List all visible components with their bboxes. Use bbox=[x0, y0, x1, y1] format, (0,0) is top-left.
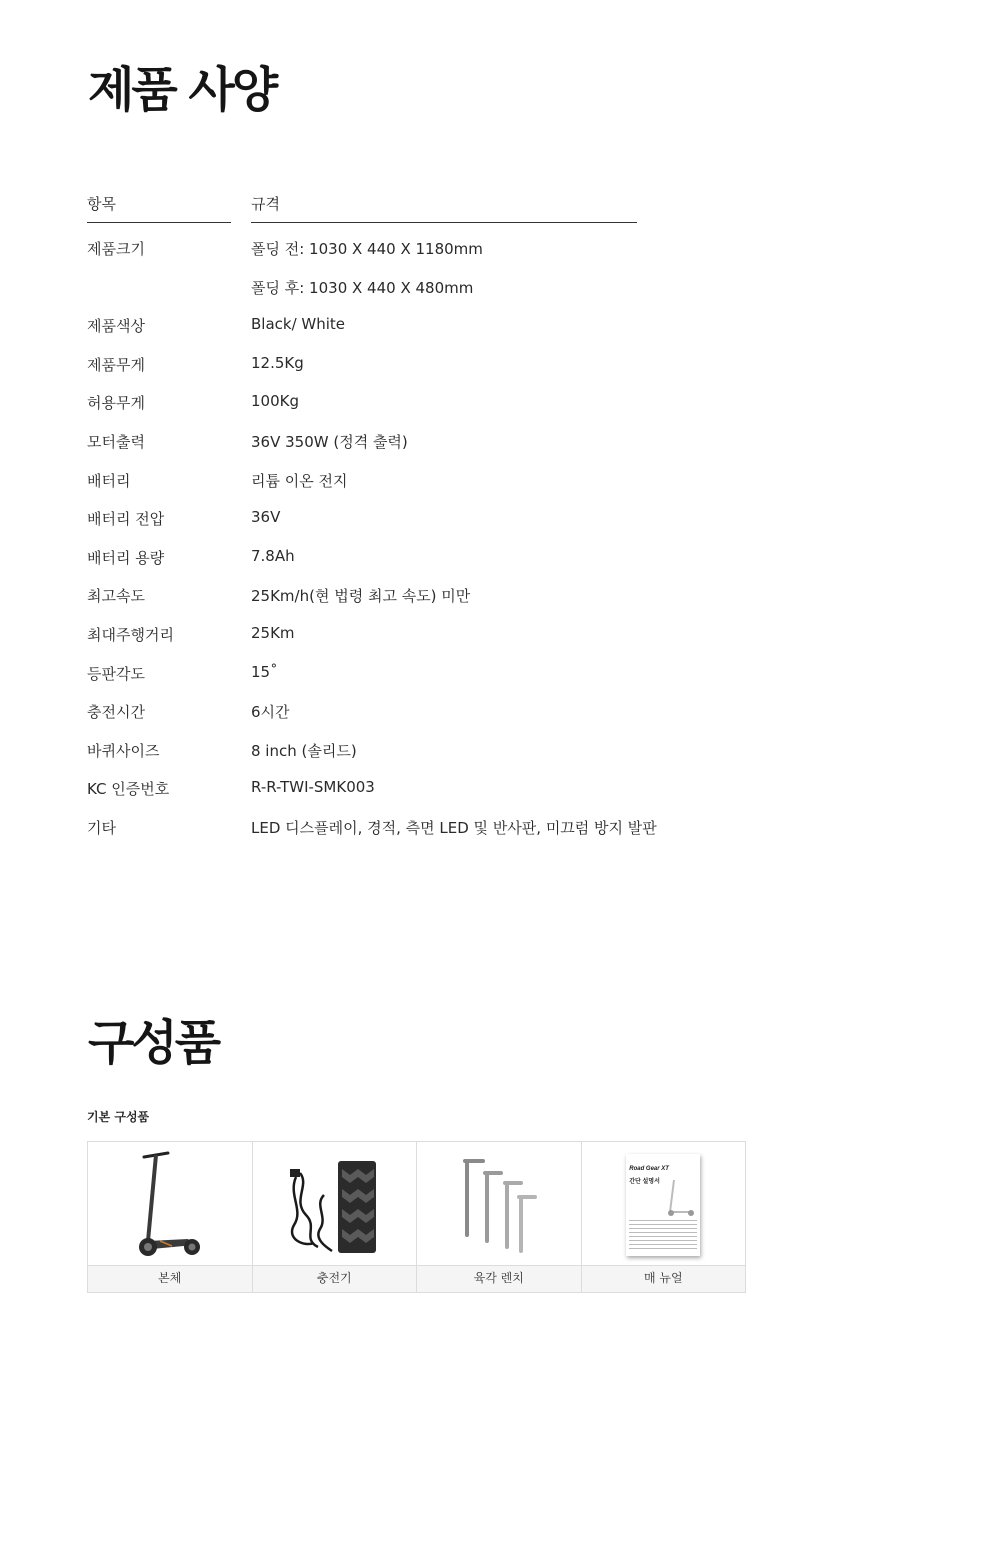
components-subtitle: 기본 구성품 bbox=[87, 1110, 150, 1124]
spec-row bbox=[87, 764, 637, 803]
spec-value: 6시간 bbox=[251, 703, 290, 722]
spec-row bbox=[87, 301, 637, 340]
header-divider bbox=[87, 222, 231, 223]
component-label: 육각 렌치 bbox=[417, 1265, 581, 1292]
charger-icon bbox=[253, 1142, 417, 1268]
spec-row bbox=[87, 803, 657, 842]
spec-row bbox=[87, 726, 637, 765]
spec-table-header bbox=[87, 188, 637, 224]
component-label: 충전기 bbox=[253, 1265, 417, 1292]
manual-text-lines bbox=[629, 1220, 697, 1252]
spec-value: 7.8Ah bbox=[251, 546, 295, 565]
spec-key: 배터리 전압 bbox=[87, 510, 165, 529]
spec-key: 제품색상 bbox=[87, 317, 145, 336]
components-grid bbox=[87, 1141, 746, 1293]
component-item bbox=[253, 1142, 418, 1292]
hex-wrench-icon bbox=[417, 1142, 581, 1268]
spec-row bbox=[87, 571, 637, 610]
spec-key: 충전시간 bbox=[87, 703, 145, 722]
spec-value: 100Kg bbox=[251, 392, 299, 411]
component-label: 매 뉴얼 bbox=[582, 1265, 746, 1292]
spec-row bbox=[87, 687, 637, 726]
spec-key: 제품무게 bbox=[87, 355, 145, 374]
spec-table bbox=[87, 188, 657, 842]
spec-key: 배터리 bbox=[87, 471, 131, 490]
components-title: 구성품 bbox=[88, 1015, 219, 1071]
spec-row bbox=[87, 610, 637, 649]
spec-key: 허용무게 bbox=[87, 394, 145, 413]
spec-row bbox=[87, 649, 637, 688]
spec-key: 바퀴사이즈 bbox=[87, 741, 160, 760]
spec-key: 제품크기 bbox=[87, 240, 145, 258]
spec-value: 8 inch (솔리드) bbox=[251, 741, 357, 760]
spec-key: 모터출력 bbox=[87, 432, 145, 451]
spec-row bbox=[87, 340, 637, 379]
manual-heading: 간단 설명서 bbox=[629, 1179, 660, 1185]
manual-brand: Road Gear XT bbox=[629, 1166, 669, 1172]
spec-value: 폴딩 전: 1030 X 440 X 1180mm bbox=[251, 240, 483, 258]
scooter-icon bbox=[666, 1178, 696, 1218]
component-item bbox=[582, 1142, 746, 1292]
spec-key: 최대주행거리 bbox=[87, 625, 174, 644]
spec-value: LED 디스플레이, 경적, 측면 LED 및 반사판, 미끄럼 방지 발판 bbox=[251, 818, 657, 837]
spec-value: 리튬 이온 전지 bbox=[251, 471, 348, 490]
spec-value: R-R-TWI-SMK003 bbox=[251, 778, 375, 797]
component-label: 본체 bbox=[88, 1265, 252, 1292]
spec-value: 12.5Kg bbox=[251, 353, 304, 372]
spec-value: 36V bbox=[251, 508, 281, 527]
spec-key: 최고속도 bbox=[87, 587, 145, 606]
spec-row bbox=[87, 378, 637, 417]
manual-icon bbox=[582, 1142, 746, 1268]
spec-value: 36V 350W (정격 출력) bbox=[251, 432, 408, 451]
spec-title: 제품 사양 bbox=[88, 62, 276, 118]
spec-row bbox=[87, 263, 637, 302]
spec-value: 25Km/h(현 법령 최고 속도) 미만 bbox=[251, 587, 471, 606]
manual-cover bbox=[626, 1154, 700, 1256]
spec-key: KC 인증번호 bbox=[87, 780, 170, 799]
spec-value: 폴딩 후: 1030 X 440 X 480mm bbox=[251, 278, 474, 297]
spec-value: Black/ White bbox=[251, 315, 346, 334]
spec-value: 25Km bbox=[251, 623, 295, 642]
spec-row bbox=[87, 533, 637, 572]
header-divider bbox=[251, 222, 637, 223]
spec-row bbox=[87, 456, 637, 495]
component-item bbox=[417, 1142, 582, 1292]
header-spec: 규격 bbox=[251, 195, 280, 213]
spec-row bbox=[87, 224, 637, 263]
spec-key: 등판각도 bbox=[87, 664, 145, 683]
component-item bbox=[88, 1142, 253, 1292]
spec-row bbox=[87, 494, 637, 533]
scooter-icon bbox=[88, 1142, 252, 1268]
header-item: 항목 bbox=[87, 195, 116, 213]
spec-value: 15˚ bbox=[251, 662, 278, 681]
spec-key: 배터리 용량 bbox=[87, 548, 165, 567]
spec-row bbox=[87, 417, 637, 456]
spec-key: 기타 bbox=[87, 818, 116, 837]
